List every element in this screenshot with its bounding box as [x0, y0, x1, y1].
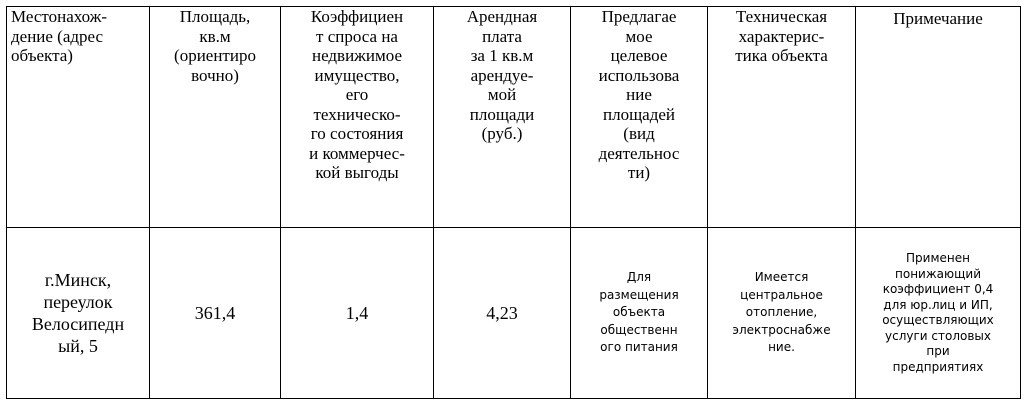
- cell-technical: Имеется центральное отопление, электроснабже ние.: [708, 228, 856, 399]
- cell-rent: 4,23: [434, 228, 571, 399]
- header-row: [7, 7, 1021, 228]
- table-row: [7, 228, 1021, 399]
- cell-area: 361,4: [150, 228, 281, 399]
- header-technical: Техническая характерис- тика объекта: [708, 7, 856, 228]
- header-rent: Арендная плата за 1 кв.м арендуе- мой площади (руб.): [434, 7, 571, 228]
- cell-note: Применен понижающий коэффициент 0,4 для юр.лиц и ИП, осуществляющих услуги столовых при предприятиях: [856, 228, 1021, 399]
- header-note: Примечание: [856, 7, 1021, 228]
- header-location: Местонахож- дение (адрес объекта): [7, 7, 150, 228]
- header-coefficient: Коэффициен т спроса на недвижимое имущество, его техническо- го состояния и коммерчес- кой выгоды: [281, 7, 434, 228]
- header-area: Площадь, кв.м (ориентиро вочно): [150, 7, 281, 228]
- cell-address: г.Минск, переулок Велосипедн ый, 5: [7, 228, 150, 399]
- cell-purpose: Для размещения объекта общественн ого питания: [571, 228, 708, 399]
- header-purpose: Предлагае мое целевое использова ние площадей (вид деятельнос ти): [571, 7, 708, 228]
- cell-coefficient: 1,4: [281, 228, 434, 399]
- rental-table: [6, 6, 1021, 399]
